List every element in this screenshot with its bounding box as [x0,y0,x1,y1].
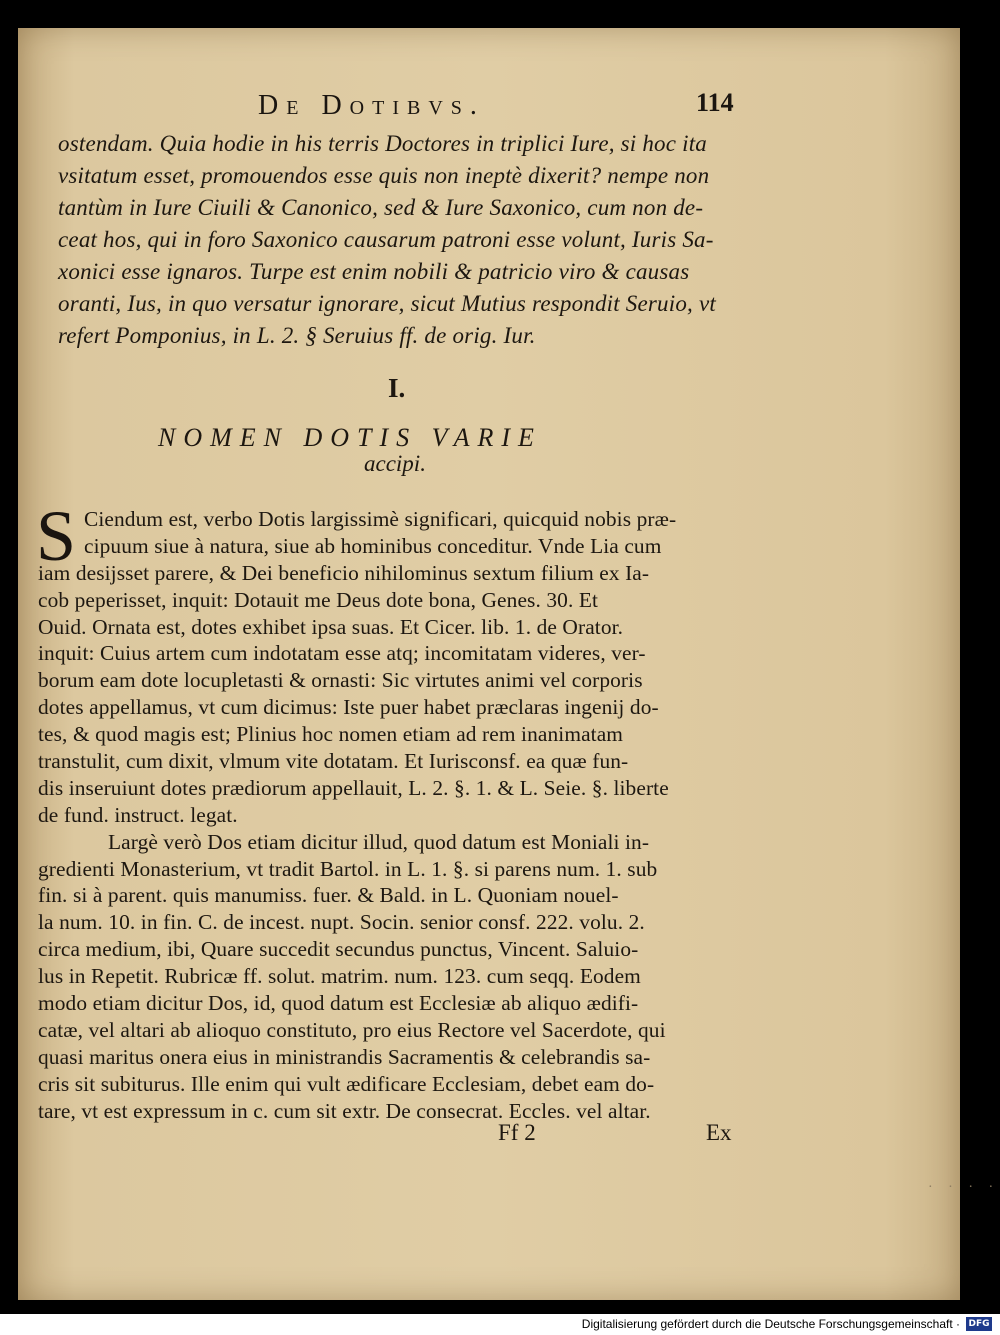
body-line: cipuum siue à natura, siue ab hominibus conceditur. Vnde Lia cum [84,533,662,558]
body-line: circa medium, ibi, Quare succedit secundus punctus, Vincent. Saluio- [38,937,639,962]
signature-mark: Ff 2 [498,1120,536,1145]
italic-paragraph [58,128,768,352]
body-line: gredienti Monasterium, vt tradit Bartol. in L. 1. §. si parens num. 1. sub [38,856,658,881]
italic-line: refert Pomponius, in L. 2. § Seruius ff. de orig. Iur. [58,323,536,348]
catchword: Ex [706,1120,732,1145]
book-page [18,28,960,1300]
body-line: cris sit subiturus. Ille enim qui vult ædificare Ecclesiam, debet eam do- [38,1071,655,1096]
body-line: fin. si à parent. quis manumiss. fuer. & Bald. in L. Quoniam nouel- [38,883,619,908]
body-line: catæ, vel altari ab alioquo constituto, pro eius Rectore vel Sacerdote, qui [38,1017,666,1042]
body-line: cob peperisset, inquit: Dotauit me Deus dote bona, Genes. 30. Et [38,587,599,612]
digitization-credit-bar [0,1314,1000,1335]
italic-line: ceat hos, qui in foro Saxonico causarum patroni esse volunt, Iuris Sa- [58,227,714,252]
body-line: la num. 10. in fin. C. de incest. nupt. Socin. senior consf. 222. volu. 2. [38,910,645,935]
body-line: borum eam dote locupletasti & ornasti: Sic virtutes animi vel corporis [38,668,643,693]
page-number: 114 [696,88,734,117]
body-line: Ouid. Ornata est, dotes exhibet ipsa suas. Et Cicer. lib. 1. de Orator. [38,614,624,639]
running-head: De Dotibvs. [258,90,485,121]
body-line: tare, vt est expressum in c. cum sit extr. De consecrat. Eccles. vel altar. [38,1098,651,1123]
section-number: I. [388,373,406,403]
drop-cap: S [36,496,77,576]
body-line: transtulit, cum dixit, vlmum vite dotatam. Et Iurisconsf. ea quæ fun- [38,749,629,774]
body-line: tes, & quod magis est; Plinius hoc nomen etiam ad rem inanimatam [38,722,624,747]
section-heading-continued: accipi. [364,451,426,476]
section-heading: NOMEN DOTIS VARIE [158,423,542,452]
edge-marks: · · · · [928,1180,1000,1195]
body-line: quasi maritus onera eius in ministrandis Sacramentis & celebrandis sa- [38,1044,651,1069]
dfg-logo-icon: DFG [966,1317,992,1331]
italic-line: xonici esse ignaros. Turpe est enim nobili & patricio viro & causas [58,259,690,284]
body-line: Largè verò Dos etiam dicitur illud, quod datum est Moniali in- [108,829,650,854]
body-line: dis inseruiunt dotes prædiorum appellauit, L. 2. §. 1. & L. Seie. §. liberte [38,775,669,800]
italic-line: vsitatum esset, promouendos esse quis non ineptè dixerit? nempe non [58,163,710,188]
body-line: dotes appellamus, vt cum dicimus: Iste puer habet præclaras ingenij do- [38,695,659,720]
body-line: inquit: Cuius artem cum indotatam esse atq; incomitatam videres, ver- [38,641,646,666]
body-line: Ciendum est, verbo Dotis largissimè significari, quicquid nobis præ- [84,507,677,531]
body-line: modo etiam dicitur Dos, id, quod datum est Ecclesiæ ab aliquo ædifi- [38,991,639,1016]
body-line: de fund. instruct. legat. [38,802,238,827]
body-line: iam desijsset parere, & Dei beneficio nihilominus sextum filium ex Ia- [38,560,650,585]
body-paragraph [38,506,768,1124]
italic-line: tantùm in Iure Ciuili & Canonico, sed & Iure Saxonico, cum non de- [58,195,704,220]
italic-line: oranti, Ius, in quo versatur ignorare, sicut Mutius respondit Seruio, vt [58,291,716,316]
page-text [18,28,960,1300]
body-line: lus in Repetit. Rubricæ ff. solut. matrim. num. 123. cum seqq. Eodem [38,964,641,989]
italic-line: ostendam. Quia hodie in his terris Doctores in triplici Iure, si hoc ita [58,131,707,156]
credit-text: Digitalisierung gefördert durch die Deutsche Forschungsgemeinschaft · [581,1317,960,1331]
